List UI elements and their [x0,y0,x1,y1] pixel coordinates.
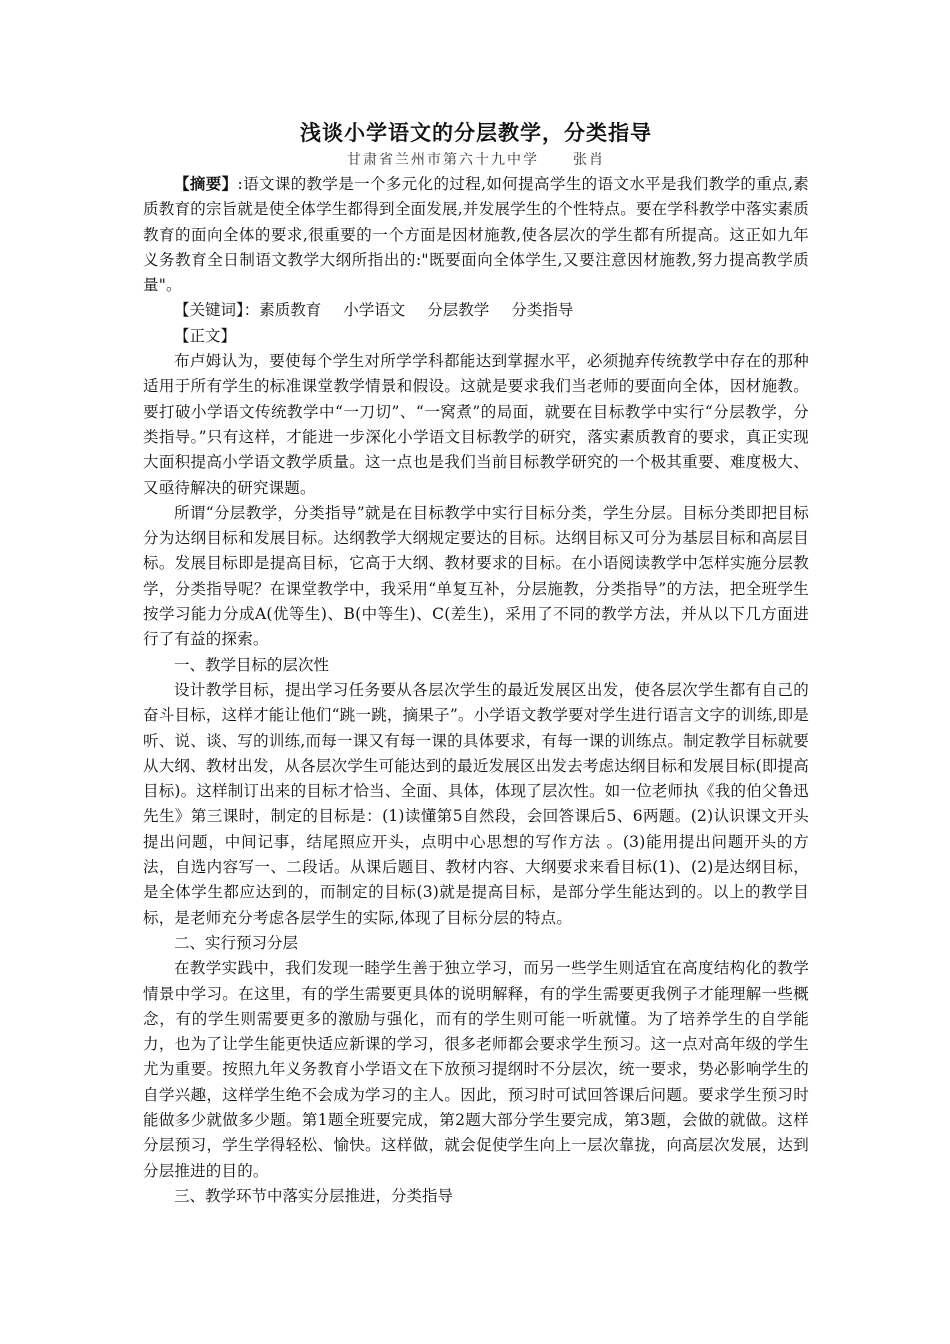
body-paragraph: 所谓“分层教学，分类指导”就是在目标教学中实行目标分类，学生分层。目标分类即把目标分为达纲目标和发展目标。达纲教学大纲规定要达的目标。达纲目标又可分为基层目标和高层目标。发展目标即是提高目标，它高于大纲、教材要求的目标。在小语阅读教学中怎样实施分层教学，分类指导呢？在课堂教学中，我采用“单复互补，分层施教，分类指导”的方法，把全班学生按学习能力分成A(优等生)、B(中等生)、C(差生)，采用了不同的教学方法，并从以下几方面进行了有益的探索。 [143,503,809,649]
document-page [143,118,809,1209]
section-heading: 三、教学环节中落实分层推进，分类指导 [174,1186,454,1205]
keyword-item: 分层教学 [427,301,490,320]
keyword-item: 分类指导 [511,301,574,320]
keywords-line [143,298,809,323]
section-heading: 一、教学目标的层次性 [174,655,330,674]
body-paragraph: 在教学实践中，我们发现一睦学生善于独立学习，而另一些学生则适宜在高度结构化的教学情景中学习。在这里，有的学生需要更具体的说明解释，有的学生需要更我例子才能理解一些概念，有的学生则需要更多的激励与强化，而有的学生则可能一听就懂。为了培养学生的自学能力，也为了让学生能更快适应新课的学习，很多老师都会要求学生预习。这一点对高年级的学生尤为重要。按照九年义务教育小学语文在下放预习提纲时不分层次，统一要求，势必影响学生的自学兴趣，这样学生绝不会成为学习的主人。因此，预习时可试回答课后问题。要求学生预习时能做多少就做多少题。第1题全班要完成，第2题大部分学生要完成，第3题，会做的就做。这样分层预习，学生学得轻松、愉快。这样做，就会促使学生向上一层次靠拢，向高层次发展，达到分层推进的目的。 [143,959,809,1180]
keyword-item: 小学语文 [343,301,406,320]
keyword-item: 素质教育 [259,301,322,320]
body-paragraph: 布卢姆认为，要使每个学生对所学学科都能达到掌握水平，必须抛弃传统教学中存在的那种适用于所有学生的标准课堂教学情景和假设。这就是要求我们当老师的要面向全体，因材施教。要打破小学语文传统教学中“一刀切”、“一窝煮”的局面，就要在目标教学中实行“分层教学，分类指导。”只有这样，才能进一步深化小学语文目标教学的研究，落实素质教育的要求，真正实现大面积提高小学语文教学质量。这一点也是我们当前目标教学研究的一个极其重要、难度极大、又亟待解决的研究课题。 [143,352,809,497]
abstract-label: 【摘要】 [174,175,238,193]
body-label: 【正文】 [174,326,237,345]
author-school: 甘肃省兰州市第六十九中学 [347,152,539,168]
byline [143,150,809,170]
keywords-label: 【关键词】： [174,301,260,320]
abstract-paragraph [143,172,809,298]
author-name: 张肖 [573,152,605,168]
section-heading: 二、实行预习分层 [174,933,299,952]
body-paragraph: 设计教学目标，提出学习任务要从各层次学生的最近发展区出发，使各层次学生都有自己的奋斗目标，这样才能让他们“跳一跳，摘果子”。小学语文教学要对学生进行语言文字的训练,即是听、说、谈、写的训练,而每一课又有每一课的具体要求，有每一课的训练点。制定教学目标就要从大纲、教材出发，从各层次学生可能达到的最近发展区出发去考虑达纲目标和发展目标(即提高目标)。这样制订出来的目标才恰当、全面、具体，体现了层次性。如一位老师执《我的伯父鲁迅先生》第三课时，制定的目标是：(1)读懂第5自然段，会回答课后5、6两题。(2)认识课文开头提出问题，中间记事，结尾照应开头，点明中心思想的写作方法 。(3)能用提出问题开头的方法，自选内容写一、二段话。从课后题目、教材内容、大纲要求来看目标(1)、(2)是达纲目标，是全体学生都应达到的，而制定的目标(3)就是提高目标，是部分学生能达到的。以上的教学目标，是老师充分考虑各层学生的实际,体现了目标分层的特点。 [143,680,809,927]
document-title: 浅谈小学语文的分层教学，分类指导 [300,121,652,145]
abstract-text: :语文课的教学是一个多元化的过程,如何提高学生的语文水平是我们教学的重点,素质教育的宗旨就是使全体学生都得到全面发展,并发展学生的个性特点。要在学科教学中落实素质教育的面向全体的要求,很重要的一个方面是因材施教,使各层次的学生都有所提高。这正如九年义务教育全日制语文教学大纲所指出的:"既要面向全体学生,又要注意因材施教,努力提高教学质量"。 [143,175,809,295]
